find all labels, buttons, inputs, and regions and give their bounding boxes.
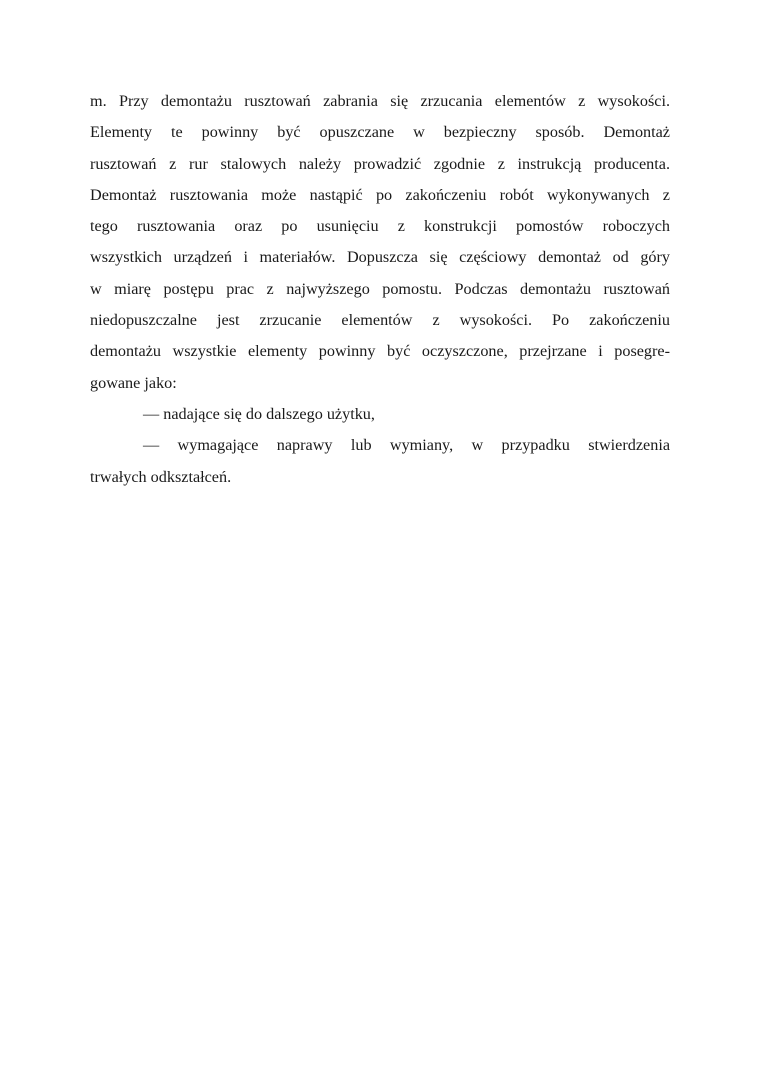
list-item: — nadające się do dalszego użytku, <box>143 404 375 423</box>
dash-list <box>90 399 670 493</box>
list-item-continuation: trwałych odkształceń. <box>90 467 232 486</box>
list-item: — wymagające naprawy lub wymiany, w przypadku stwierdzenia <box>143 436 670 455</box>
paragraph-line: tego rusztowania oraz po usunięciu z konstrukcji pomostów roboczych <box>90 217 670 236</box>
paragraph-line: rusztowań z rur stalowych należy prowadzić zgodnie z instrukcją producenta. <box>90 154 670 173</box>
paragraph-line: Demontaż rusztowania może nastąpić po zakończeniu robót wykonywanych z <box>90 185 670 204</box>
paragraph-line: w miarę postępu prac z najwyższego pomostu. Podczas demontażu rusztowań <box>90 279 670 298</box>
paragraph-line: m. Przy demontażu rusztowań zabrania się zrzucania elementów z wysokości. <box>90 92 670 110</box>
paragraph <box>90 86 670 399</box>
paragraph-line: demontażu wszystkie elementy powinny być oczyszczone, przejrzane i posegre- <box>90 342 670 361</box>
paragraph-line: Elementy te powinny być opuszczane w bezpieczny sposób. Demontaż <box>90 123 670 142</box>
paragraph-line: gowane jako: <box>90 373 177 392</box>
paragraph-line: niedopuszczalne jest zrzucanie elementów z wysokości. Po zakończeniu <box>90 311 670 330</box>
body-text <box>90 86 670 493</box>
paragraph-line: wszystkich urządzeń i materiałów. Dopuszcza się częściowy demontaż od góry <box>90 248 670 267</box>
